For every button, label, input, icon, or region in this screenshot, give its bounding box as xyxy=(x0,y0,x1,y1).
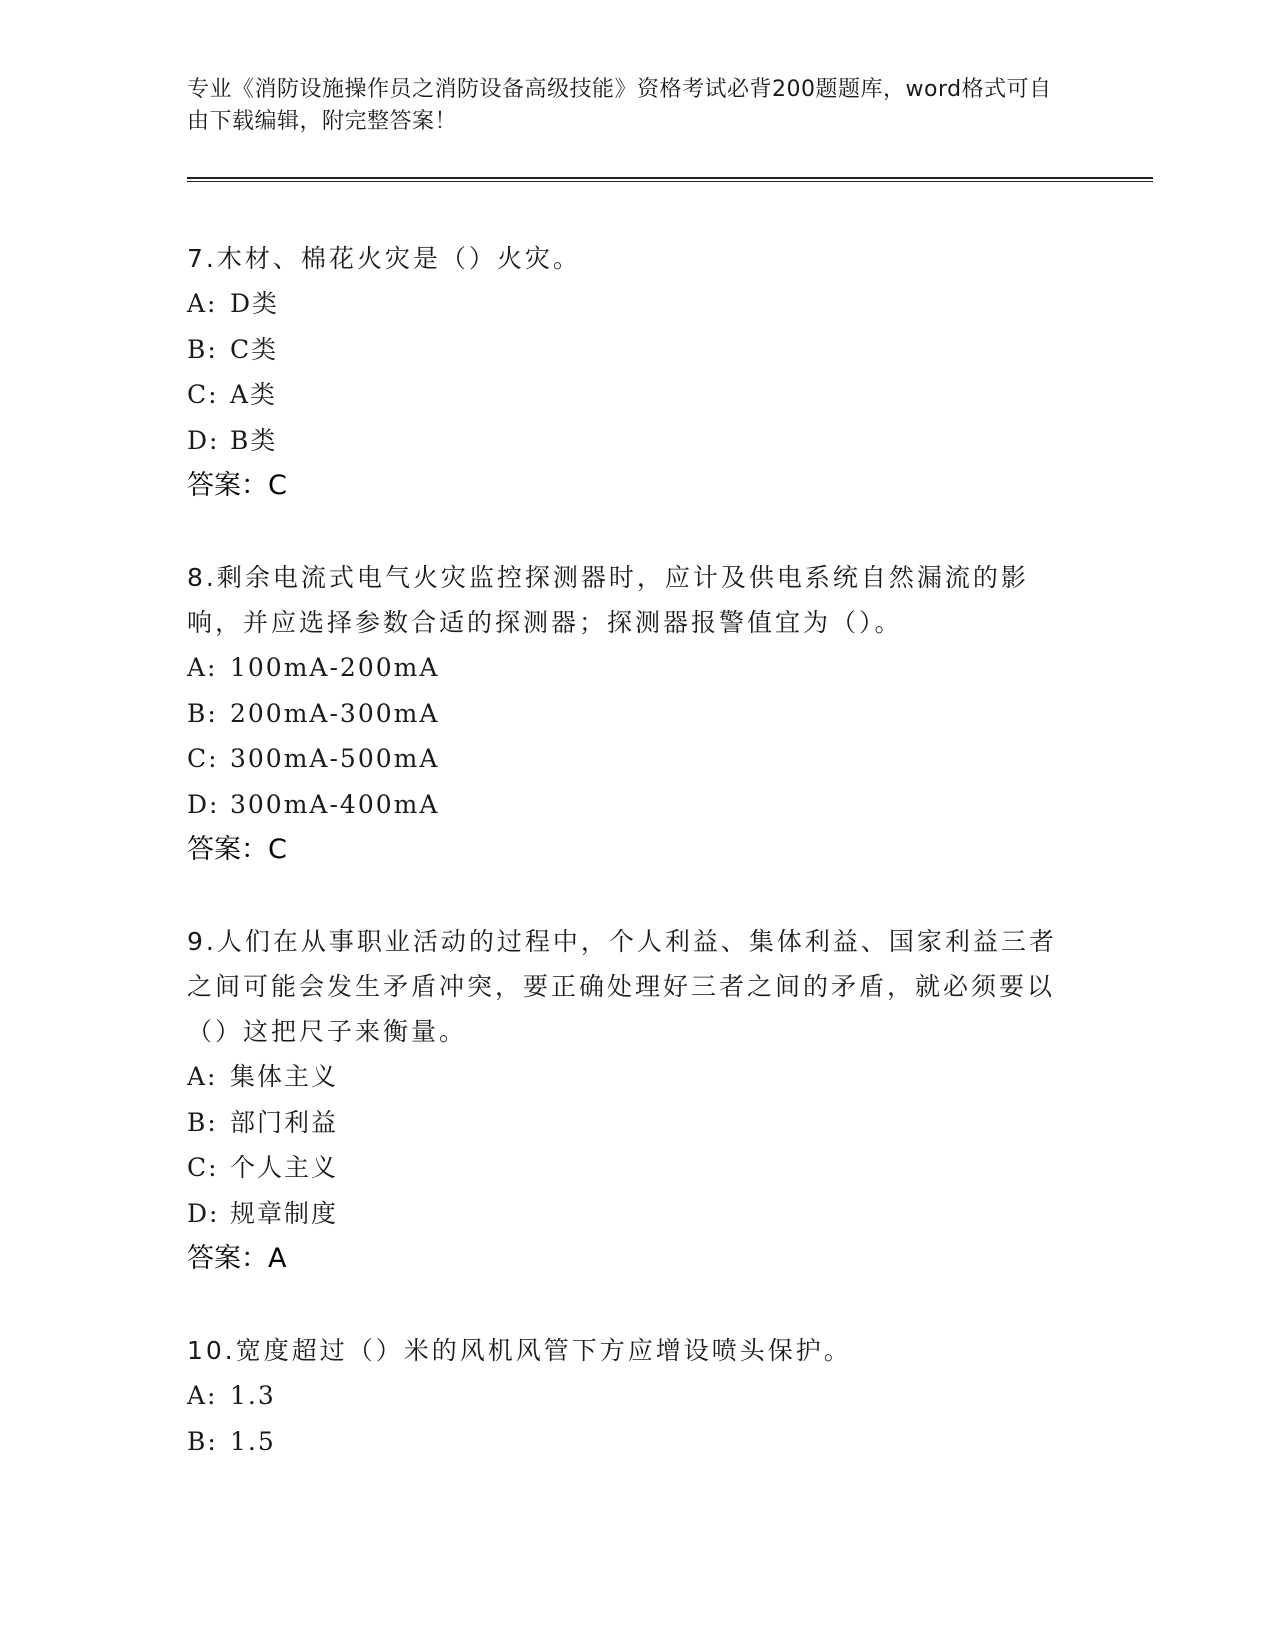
option-label: B: xyxy=(187,698,218,728)
option-label: B: xyxy=(187,1426,218,1456)
option-label: C: xyxy=(187,744,219,773)
option-a xyxy=(187,645,1067,691)
option-label: A: xyxy=(187,1062,218,1091)
option-text: 部门利益 xyxy=(230,1107,339,1137)
option-c xyxy=(187,372,1067,418)
option-text: 集体主义 xyxy=(230,1062,339,1091)
option-text: 规章制度 xyxy=(230,1198,339,1228)
answer-line: 答案：C xyxy=(187,470,287,501)
option-text: D类 xyxy=(230,289,280,318)
option-b xyxy=(187,1419,1067,1465)
option-c xyxy=(187,1145,1067,1191)
option-text: 100mA-200mA xyxy=(230,653,440,682)
option-text: 300mA-500mA xyxy=(230,744,440,773)
option-d xyxy=(187,782,1067,828)
option-text: 300mA-400mA xyxy=(230,789,440,819)
option-d xyxy=(187,418,1067,464)
option-label: C: xyxy=(187,380,219,409)
option-label: B: xyxy=(187,1107,218,1137)
document-header: 专业《消防设施操作员之消防设备高级技能》资格考试必背200题题库，word格式可自由下载编辑，附完整答案！ xyxy=(187,77,1052,134)
question-stem: 8.剩余电流式电气火灾监控探测器时，应计及供电系统自然漏流的影响，并应选择参数合适的探测器；探测器报警值宜为（）。 xyxy=(187,563,1029,637)
question-10 xyxy=(187,1328,1067,1464)
option-d xyxy=(187,1191,1067,1237)
option-text: A类 xyxy=(230,380,278,409)
option-label: D: xyxy=(187,789,220,819)
option-label: A: xyxy=(187,1381,218,1410)
answer-line: 答案：A xyxy=(187,1243,287,1274)
question-list xyxy=(187,236,1067,1510)
option-label: B: xyxy=(187,334,218,364)
option-a xyxy=(187,281,1067,327)
option-a xyxy=(187,1373,1067,1419)
option-b xyxy=(187,691,1067,737)
answer-line: 答案：C xyxy=(187,834,287,865)
option-text: C类 xyxy=(230,334,279,364)
option-label: D: xyxy=(187,1198,220,1228)
option-text: 1.5 xyxy=(230,1426,276,1456)
question-9 xyxy=(187,919,1067,1282)
question-8 xyxy=(187,555,1067,873)
option-label: C: xyxy=(187,1153,219,1182)
option-b xyxy=(187,327,1067,373)
option-text: 1.3 xyxy=(230,1381,276,1410)
question-7 xyxy=(187,236,1067,509)
header-divider-thin xyxy=(187,181,1153,182)
option-label: A: xyxy=(187,653,218,682)
option-text: B类 xyxy=(230,425,278,455)
option-c xyxy=(187,736,1067,782)
question-stem: 9.人们在从事职业活动的过程中，个人利益、集体利益、国家利益三者之间可能会发生矛盾冲突，要正确处理好三者之间的矛盾，就必须要以（）这把尺子来衡量。 xyxy=(187,927,1057,1046)
option-text: 个人主义 xyxy=(230,1153,339,1182)
option-label: D: xyxy=(187,425,220,455)
header-divider xyxy=(187,177,1153,179)
option-b xyxy=(187,1100,1067,1146)
option-a xyxy=(187,1054,1067,1100)
question-stem: 10.宽度超过（）米的风机风管下方应增设喷头保护。 xyxy=(187,1336,852,1365)
option-text: 200mA-300mA xyxy=(230,698,440,728)
option-label: A: xyxy=(187,289,218,318)
question-stem: 7.木材、棉花火灾是（）火灾。 xyxy=(187,244,581,273)
